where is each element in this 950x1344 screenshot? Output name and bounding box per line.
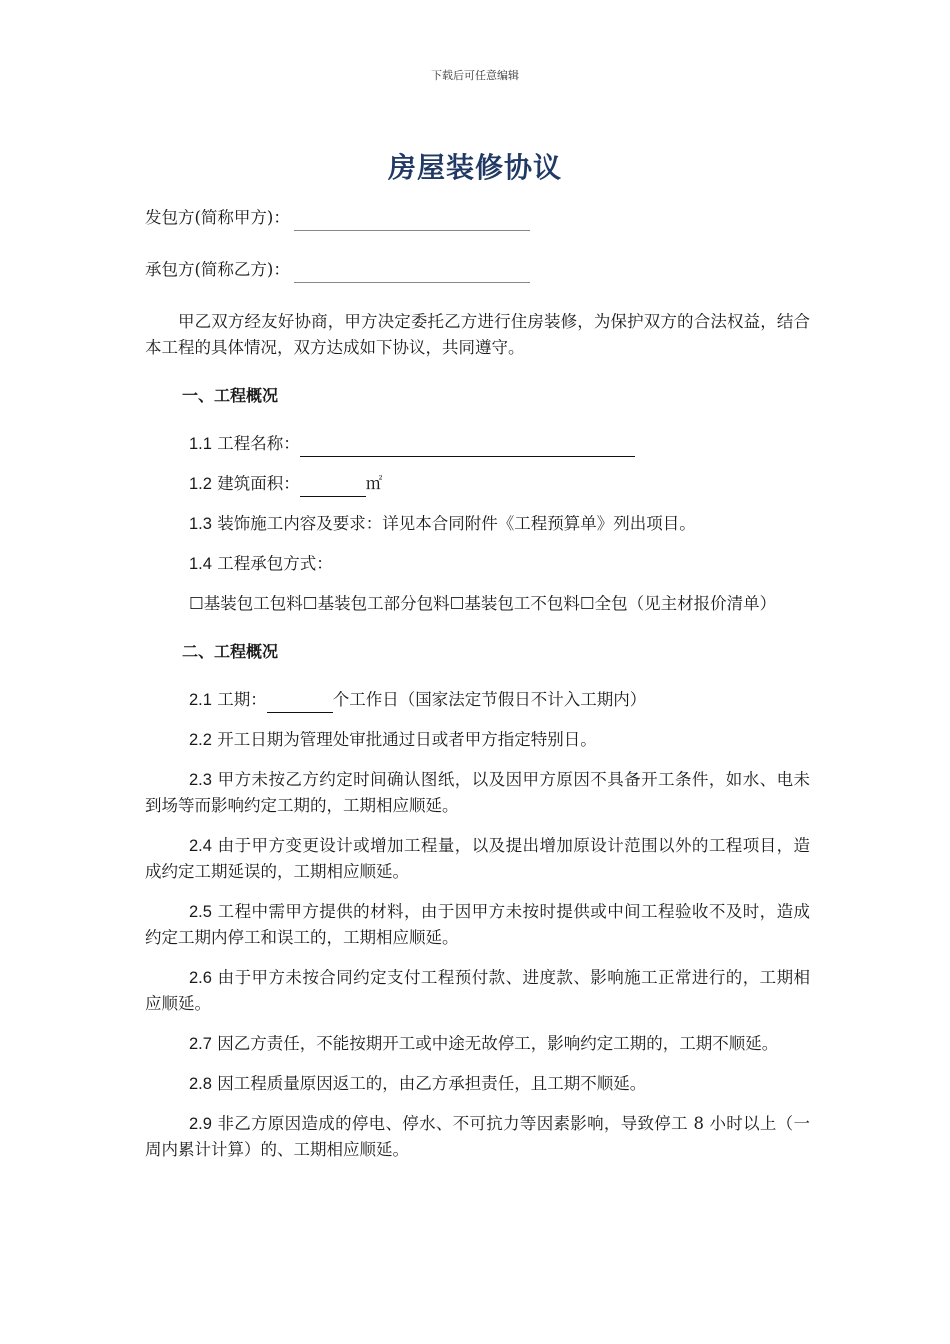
item-number: 1.1	[189, 435, 212, 453]
item-text: 甲方未按乙方约定时间确认图纸，以及因甲方原因不具备开工条件，如水、电未到场等而影响约定工期的，工期相应顺延。	[145, 770, 810, 815]
item-text: 非乙方原因造成的停电、停水、不可抗力等因素影响，导致停工 8 小时以上（一周内累计计算）的、工期相应顺延。	[145, 1114, 810, 1159]
item-text: 因工程质量原因返工的，由乙方承担责任，且工期不顺延。	[217, 1074, 647, 1093]
item-text: 因乙方责任，不能按期开工或中途无故停工，影响约定工期的，工期不顺延。	[217, 1034, 779, 1053]
item-number: 2.7	[189, 1035, 212, 1053]
item-number: 1.3	[189, 515, 212, 533]
item-number: 2.6	[189, 969, 212, 987]
contract-type-options: ☐基装包工包料☐基装包工部分包料☐基装包工不包料☐全包（见主材报价清单）	[189, 594, 777, 613]
item-text: 建筑面积：	[217, 474, 300, 493]
area-blank	[300, 476, 366, 497]
item-2-1	[145, 687, 810, 713]
item-number: 2.2	[189, 731, 212, 749]
item-text: 由于甲方变更设计或增加工程量，以及提出增加原设计范围以外的工程项目，造成约定工期延误的，工期相应顺延。	[145, 836, 810, 881]
item-number: 1.2	[189, 475, 212, 493]
section-2-heading: 二、工程概况	[182, 642, 279, 661]
party-a-label: 发包方(简称甲方)：	[145, 208, 290, 227]
party-a-line	[145, 205, 810, 231]
item-number: 2.5	[189, 903, 212, 921]
item-text: 装饰施工内容及要求：详见本合同附件《工程预算单》列出项目。	[217, 514, 696, 533]
item-2-9	[145, 1111, 810, 1163]
intro-paragraph: 甲乙双方经友好协商，甲方决定委托乙方进行住房装修，为保护双方的合法权益，结合本工程的具体情况，双方达成如下协议，共同遵守。	[145, 312, 810, 357]
item-number: 2.1	[189, 691, 212, 709]
item-1-2	[145, 471, 810, 497]
section-1-heading: 一、工程概况	[182, 386, 279, 405]
area-unit: ㎡	[365, 474, 383, 493]
item-2-3	[145, 767, 810, 819]
item-2-5	[145, 899, 810, 951]
item-text: 工期：	[217, 690, 267, 709]
item-text: 工程名称：	[217, 434, 300, 453]
item-text: 开工日期为管理处审批通过日或者甲方指定特别日。	[217, 730, 597, 749]
item-number: 2.9	[189, 1115, 212, 1133]
item-1-3	[145, 511, 810, 537]
item-number: 2.3	[189, 771, 212, 789]
item-2-2	[145, 727, 810, 753]
document-title: 房屋装修协议	[387, 151, 562, 184]
item-number: 2.4	[189, 837, 212, 855]
item-2-6	[145, 965, 810, 1017]
document-body	[145, 205, 810, 1177]
item-2-8	[145, 1071, 810, 1097]
party-b-label: 承包方(简称乙方)：	[145, 260, 290, 279]
project-name-blank	[300, 436, 635, 457]
party-b-line	[145, 257, 810, 283]
item-2-7	[145, 1031, 810, 1057]
item-number: 1.4	[189, 555, 212, 573]
header-note: 下载后可任意编辑	[431, 69, 519, 82]
item-text: 由于甲方未按合同约定支付工程预付款、进度款、影响施工正常进行的，工期相应顺延。	[145, 968, 810, 1013]
item-number: 2.8	[189, 1075, 212, 1093]
item-text: 工程中需甲方提供的材料，由于因甲方未按时提供或中间工程验收不及时，造成约定工期内停工和误工的，工期相应顺延。	[145, 902, 810, 947]
party-b-blank	[294, 262, 530, 283]
item-1-4	[145, 551, 810, 577]
duration-blank	[267, 692, 333, 713]
item-text: 工程承包方式：	[217, 554, 333, 573]
party-a-blank	[294, 210, 530, 231]
item-2-4	[145, 833, 810, 885]
item-text: 个工作日（国家法定节假日不计入工期内）	[332, 690, 647, 709]
item-1-1	[145, 431, 810, 457]
